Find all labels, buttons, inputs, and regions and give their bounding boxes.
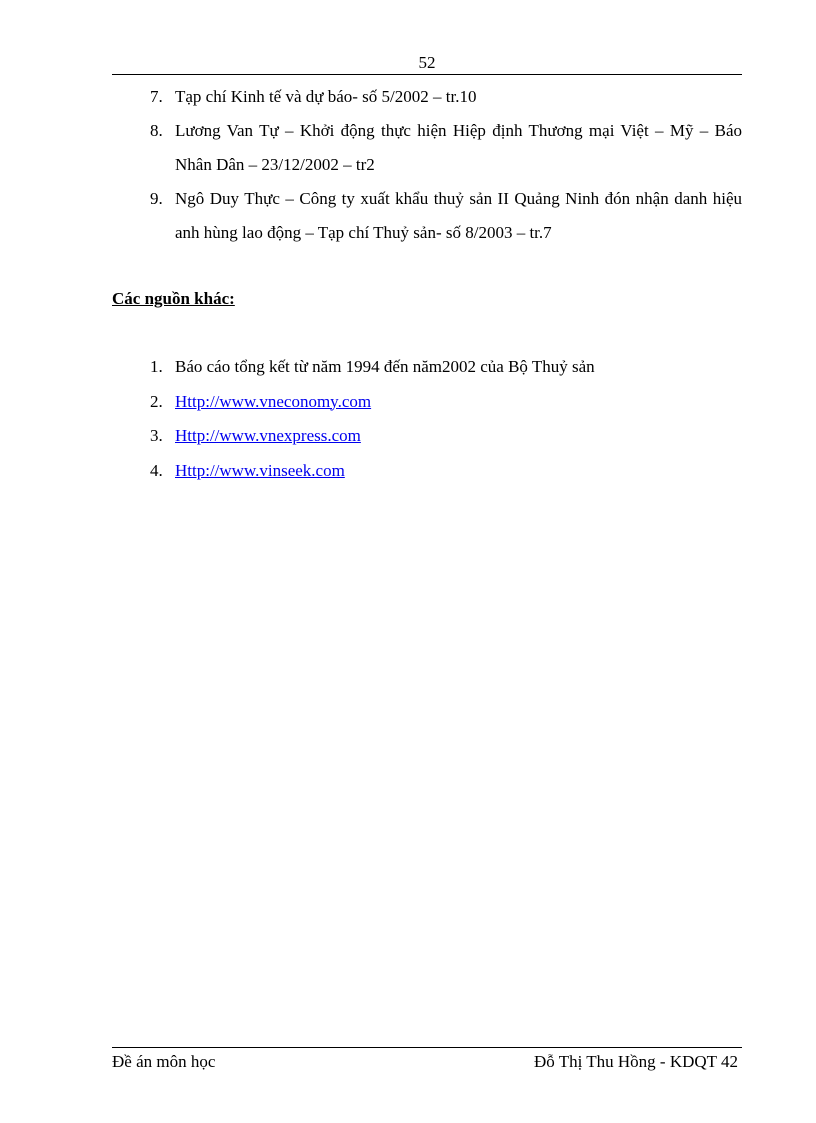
source-number: 4. xyxy=(150,460,163,480)
source-number: 3. xyxy=(150,426,163,445)
source-text: Báo cáo tổng kết từ năm 1994 đến năm2002 của Bộ Thuỷ sản xyxy=(175,357,595,376)
page-footer xyxy=(112,1047,742,1076)
source-item xyxy=(150,385,742,420)
reference-list xyxy=(150,80,742,250)
reference-number: 7. xyxy=(150,87,163,106)
source-item xyxy=(150,350,742,385)
reference-text: Ngô Duy Thực – Công ty xuất khẩu thuỷ sản II Quảng Ninh đón nhận danh hiệu anh hùng lao động – Tạp chí Thuỷ sản- số 8/2003 – tr.7 xyxy=(175,189,742,242)
reference-number: 9. xyxy=(150,189,163,208)
source-item xyxy=(150,454,742,489)
vneconomy-link[interactable]: Http://www.vneconomy.com xyxy=(175,391,372,411)
page-number: 52 xyxy=(418,53,436,72)
footer-author: Đỗ Thị Thu Hồng - KDQT 42 xyxy=(534,1052,738,1071)
other-sources-list xyxy=(150,350,742,488)
footer-course-label: Đề án môn học xyxy=(112,1052,216,1071)
other-sources-heading: Các nguồn khác: xyxy=(112,289,235,308)
reference-item xyxy=(150,182,742,250)
page-header xyxy=(112,52,742,75)
source-number: 1. xyxy=(150,357,163,376)
source-item xyxy=(150,419,742,454)
vinseek-link[interactable]: Http://www.vinseek.com xyxy=(175,460,345,480)
reference-number: 8. xyxy=(150,121,163,140)
source-number: 2. xyxy=(150,391,163,411)
reference-text: Tạp chí Kinh tế và dự báo- số 5/2002 – tr.10 xyxy=(175,87,477,106)
reference-item xyxy=(150,80,742,114)
vnexpress-link[interactable]: Http://www.vnexpress.com xyxy=(175,426,361,445)
reference-text: Lương Van Tự – Khởi động thực hiện Hiệp định Thương mại Việt – Mỹ – Báo Nhân Dân – 23/12/2002 – tr2 xyxy=(175,121,742,174)
reference-item xyxy=(150,114,742,182)
